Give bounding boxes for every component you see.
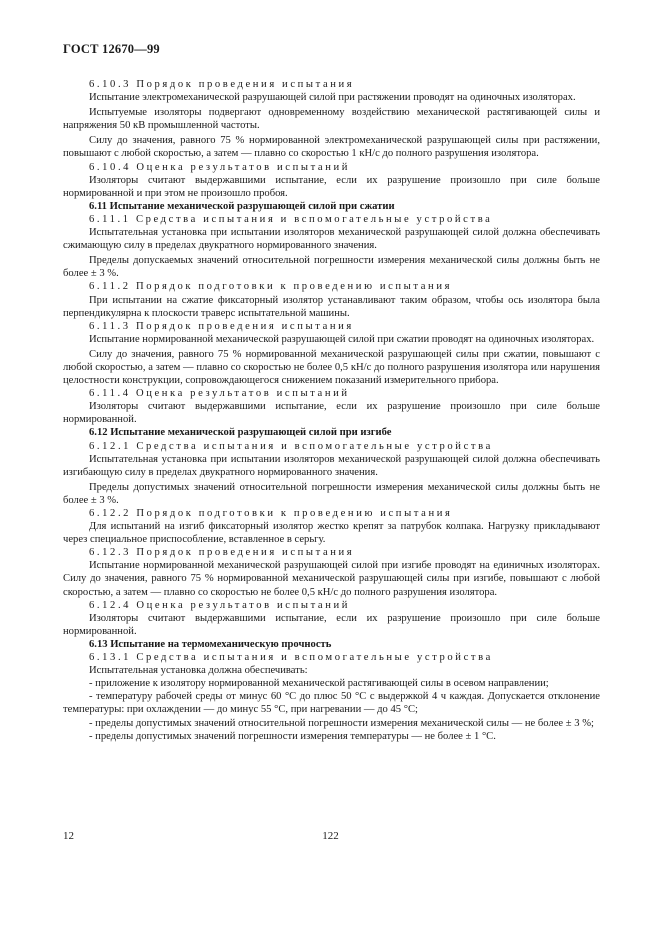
paragraph: Испытание нормированной механической разрушающей силой при сжатии проводят на одиночных изоляторах. [89, 333, 595, 345]
list-item: - температуру рабочей среды от минус 60 °С до плюс 50 °С с выдержкой 4 ч каждая. Допускается отклонение температуры: при охлаждении — до минус 55 °С, при нагревании — до 45 °С; [63, 691, 600, 716]
section-heading: 6.12 Испытание механической разрушающей силой при изгибе [89, 427, 392, 439]
paragraph: Испытательная установка при испытании изоляторов механической разрушающей силой должна обеспечивать изгибающую силу в пределах двукратного нормированного значения. [63, 453, 600, 478]
page-number: 122 [322, 830, 339, 842]
section-subheading: 6.11.1 Средства испытания и вспомогательные устройства [89, 213, 493, 225]
paragraph: Испытание электромеханической разрушающей силой при растяжении проводят на одиночных изоляторах. [89, 92, 576, 104]
paragraph: При испытании на сжатие фиксаторный изолятор устанавливают таким образом, чтобы ось изолятора была перпендикулярна к плоскости траверс испытательной машины. [63, 294, 600, 319]
list-item: - пределы допустимых значений погрешности измерения температуры — не более ± 1 °С. [89, 730, 496, 742]
section-heading: 6.13 Испытание на термомеханическую прочность [89, 638, 332, 650]
paragraph: Изоляторы считают выдержавшими испытание, если их разрушение произошло при силе больше нормированной. [63, 612, 600, 637]
section-subheading: 6.10.3 Порядок проведения испытания [89, 79, 355, 90]
list-item: - пределы допустимых значений относительной погрешности измерения механической силы — не более ± 3 %; [89, 717, 594, 729]
section-subheading: 6.11.4 Оценка результатов испытаний [89, 388, 350, 400]
paragraph: Силу до значения, равного 75 % нормированной механической разрушающей силы при сжатии, повышают с любой скоростью, а затем — плавно со скоростью не более 0,5 кН/с до полного разрушения изолятора или нарушения целостности конструкции, сопровождающегося снижением показаний измерительного прибора. [63, 348, 600, 387]
section-subheading: 6.12.4 Оценка результатов испытаний [89, 599, 351, 611]
section-subheading: 6.11.2 Порядок подготовки к проведению испытания [89, 281, 453, 293]
section-subheading: 6.12.3 Порядок проведения испытания [89, 547, 355, 559]
section-subheading: 6.13.1 Средства испытания и вспомогательные устройства [89, 652, 493, 664]
document-body [63, 78, 600, 743]
paragraph: Силу до значения, равного 75 % нормированной электромеханической разрушающей силы при растяжении, повышают с любой скоростью, а затем — плавно со скоростью 1 кН/с до полного разрушения изолятора. [63, 135, 600, 160]
section-subheading: 6.11.3 Порядок проведения испытания [89, 320, 354, 332]
paragraph: Испытание нормированной механической разрушающей силой при изгибе проводят на единичных изоляторах. Силу до значения, равного 75 % нормированной механической разрушающей силы при изгибе, повышают с любой скоростью, а затем — плавно со скоростью не более 0,5 кН/с до полного разрушения изолятора. [63, 560, 600, 598]
section-subheading: 6.10.4 Оценка результатов испытаний [89, 161, 351, 173]
paragraph: Испытуемые изоляторы подвергают одновременному воздействию механической растягивающей силы и напряжения 50 кВ промышленной частоты. [63, 107, 600, 132]
footer-left-number: 12 [63, 830, 74, 842]
paragraph: Для испытаний на изгиб фиксаторный изолятор жестко крепят за патрубок колпака. Нагрузку прикладывают через специальное приспособление, вставленное в серьгу. [63, 521, 600, 546]
paragraph: Испытательная установка должна обеспечивать: [89, 665, 308, 677]
document-standard-title: ГОСТ 12670—99 [63, 42, 160, 56]
paragraph: Изоляторы считают выдержавшими испытание, если их разрушение произошло при силе больше нормированной. [63, 401, 600, 426]
paragraph: Изоляторы считают выдержавшими испытание, если их разрушение произошло при силе больше нормированной и при этом не произошло пробоя. [63, 174, 600, 199]
paragraph: Испытательная установка при испытании изоляторов механической разрушающей силой должна обеспечивать сжимающую силу в пределах двукратного нормированного значения. [63, 227, 600, 252]
section-subheading: 6.12.1 Средства испытания и вспомогательные устройства [89, 440, 493, 452]
paragraph: Пределы допускаемых значений относительной погрешности измерения механической силы должны быть не более ± 3 %. [63, 255, 600, 280]
list-item: - приложение к изолятору нормированной механической растягивающей силы в осевом направлении; [89, 678, 549, 690]
section-subheading: 6.12.2 Порядок подготовки к проведению испытания [89, 508, 453, 519]
section-heading: 6.11 Испытание механической разрушающей силой при сжатии [89, 200, 395, 212]
paragraph: Пределы допустимых значений относительной погрешности измерения механической силы должны быть не более ± 3 %. [63, 481, 600, 506]
